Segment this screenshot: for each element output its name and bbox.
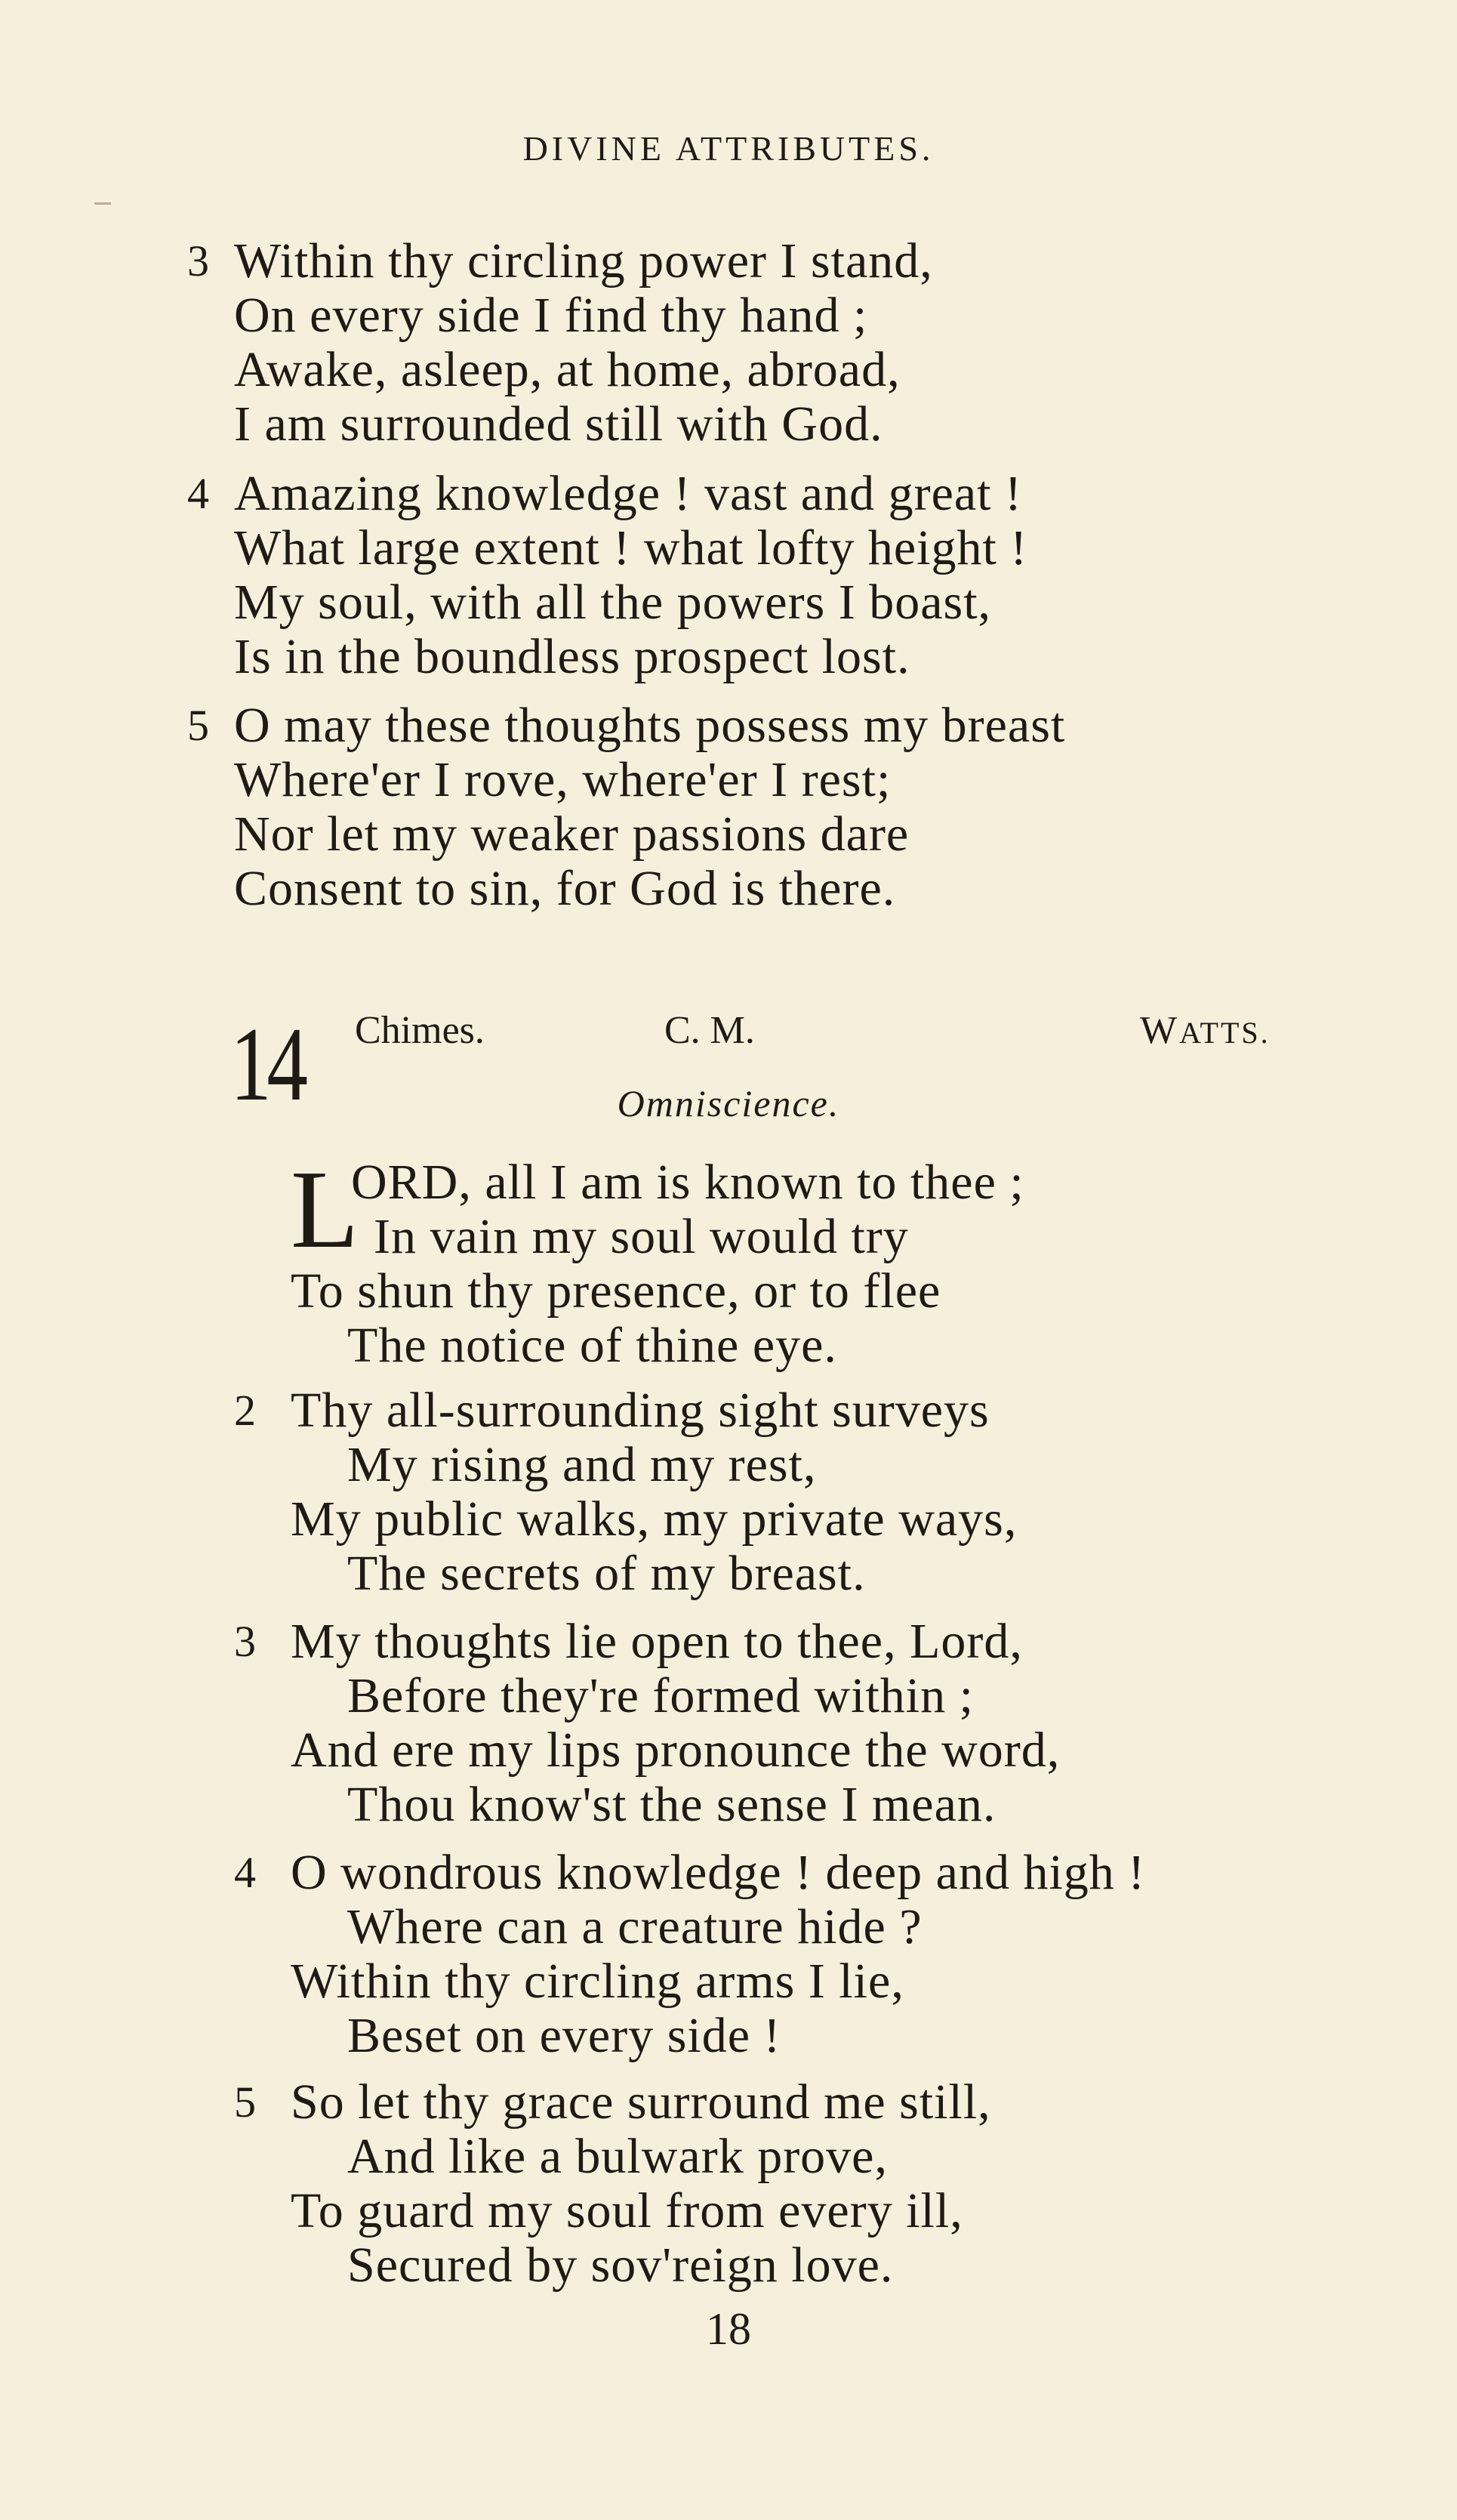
verse-line: On every side I find thy hand ; — [234, 288, 868, 343]
verse-line: And ere my lips pronounce the word, — [291, 1723, 1061, 1778]
verse-line: What large extent ! what lofty height ! — [234, 520, 1028, 575]
stanza-number: 4 — [234, 1848, 256, 1897]
verse-line: Where'er I rove, where'er I rest; — [234, 752, 892, 807]
verse-line: Secured by sov'reign love. — [347, 2238, 894, 2293]
verse-line: Is in the boundless prospect lost. — [234, 629, 910, 684]
hymn-subject: Omniscience. — [617, 1082, 840, 1124]
verse-line: O wondrous knowledge ! deep and high ! — [291, 1845, 1146, 1900]
verse-line: O may these thoughts possess my breast — [234, 698, 1066, 753]
hymn-number: 14 — [230, 1006, 303, 1123]
verse-line: The secrets of my breast. — [347, 1546, 866, 1601]
drop-cap: L — [291, 1148, 359, 1272]
author-initial: W — [1140, 1009, 1180, 1052]
verse-line: Where can a creature hide ? — [347, 1899, 923, 1954]
verse-line: Before they're formed within ; — [347, 1668, 974, 1723]
verse-line: To shun thy presence, or to flee — [291, 1263, 941, 1319]
verse-line: Amazing knowledge ! vast and great ! — [234, 466, 1022, 521]
author-rest: ATTS. — [1179, 1016, 1271, 1050]
verse-line: My public walks, my private ways, — [291, 1491, 1018, 1547]
prev-stanza-3 — [187, 233, 933, 452]
verse-line: In vain my soul would try — [374, 1209, 909, 1264]
stanza-5 — [234, 2074, 991, 2293]
stanza-1-cont — [234, 1264, 941, 1373]
verse-line: To guard my soul from every ill, — [291, 2183, 963, 2238]
stanza-number: 5 — [234, 2077, 256, 2127]
verse-line: ORD, all I am is known to thee ; — [351, 1155, 1024, 1210]
verse-line: So let thy grace surround me still, — [291, 2074, 991, 2130]
prev-stanza-5 — [187, 698, 1066, 916]
stanza-3 — [234, 1614, 1061, 1832]
verse-line: Thou know'st the sense I mean. — [347, 1777, 996, 1832]
verse-line: Thy all-surrounding sight surveys — [291, 1383, 990, 1438]
page-number: 18 — [706, 2304, 751, 2354]
verse-line: My thoughts lie open to thee, Lord, — [291, 1614, 1023, 1669]
stanza-number: 5 — [187, 701, 209, 750]
stanza-number: 3 — [187, 236, 209, 285]
stanza-4 — [234, 1845, 1146, 2063]
running-head: DIVINE ATTRIBUTES. — [522, 129, 935, 168]
verse-line: Within thy circling power I stand, — [234, 233, 933, 288]
tune-name: Chimes. — [355, 1009, 485, 1052]
verse-line: Within thy circling arms I lie, — [291, 1954, 904, 2009]
verse-line: And like a bulwark prove, — [347, 2129, 888, 2184]
margin-mark — [94, 202, 111, 205]
verse-line: My soul, with all the powers I boast, — [234, 575, 992, 630]
stanza-number: 3 — [234, 1617, 256, 1666]
prev-stanza-4 — [187, 466, 1028, 684]
verse-line: Nor let my weaker passions dare — [234, 807, 910, 862]
verse-line: My rising and my rest, — [347, 1437, 817, 1492]
stanza-1 — [291, 1148, 1024, 1272]
verse-line: Awake, asleep, at home, abroad, — [234, 342, 901, 397]
stanza-number: 4 — [187, 469, 209, 518]
author — [1140, 1008, 1271, 1056]
stanza-2 — [234, 1383, 1018, 1601]
meter: C. M. — [664, 1009, 755, 1052]
verse-line: I am surrounded still with God. — [234, 396, 883, 452]
verse-line: The notice of thine eye. — [347, 1318, 837, 1373]
stanza-number: 2 — [234, 1386, 256, 1435]
verse-line: Beset on every side ! — [347, 2008, 781, 2063]
verse-line: Consent to sin, for God is there. — [234, 861, 896, 916]
